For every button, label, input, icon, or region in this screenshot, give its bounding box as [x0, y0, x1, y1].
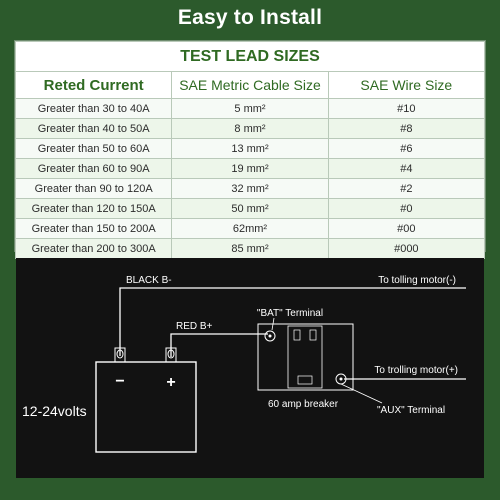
wire-size-table [15, 41, 485, 259]
cell-current: Greater than 200 to 300A [16, 239, 172, 259]
table-row [16, 239, 485, 259]
wiring-diagram [16, 258, 484, 478]
table-row [16, 179, 485, 199]
battery-positive-symbol: + [166, 374, 176, 391]
cell-current: Greater than 120 to 150A [16, 199, 172, 219]
cell-wire-size: #10 [328, 99, 484, 119]
column-header-current: Reted Current [16, 72, 172, 99]
cell-metric-size: 50 mm² [172, 199, 328, 219]
circuit-breaker [258, 324, 353, 390]
table-row [16, 99, 485, 119]
table-heading: TEST LEAD SIZES [16, 42, 485, 72]
black-negative-wire [120, 288, 466, 356]
cell-metric-size: 32 mm² [172, 179, 328, 199]
cell-wire-size: #6 [328, 139, 484, 159]
cell-metric-size: 62mm² [172, 219, 328, 239]
column-header-row [16, 72, 485, 99]
table-heading-row [16, 42, 485, 72]
bat-terminal-label: "BAT" Terminal [256, 308, 324, 319]
cell-metric-size: 19 mm² [172, 159, 328, 179]
page-title: Easy to Install [177, 6, 323, 29]
cell-metric-size: 5 mm² [172, 99, 328, 119]
cell-wire-size: #00 [328, 219, 484, 239]
column-header-metric-size: SAE Metric Cable Size [172, 72, 328, 99]
red-positive-wire [171, 334, 268, 357]
aux-terminal-label: "AUX" Terminal [377, 405, 446, 416]
table-row [16, 119, 485, 139]
column-header-wire-size: SAE Wire Size [328, 72, 484, 99]
cell-current: Greater than 50 to 60A [16, 139, 172, 159]
battery-negative-symbol: − [115, 373, 125, 390]
breaker-label: 60 amp breaker [268, 399, 339, 410]
cell-current: Greater than 150 to 200A [16, 219, 172, 239]
cell-current: Greater than 40 to 50A [16, 119, 172, 139]
motor-positive-label: To trolling motor(+) [374, 365, 458, 376]
cell-current: Greater than 60 to 90A [16, 159, 172, 179]
battery-voltage-label: 12-24volts [22, 403, 87, 419]
table-row [16, 159, 485, 179]
cell-wire-size: #8 [328, 119, 484, 139]
wiring-diagram-svg [16, 258, 484, 478]
cell-metric-size: 8 mm² [172, 119, 328, 139]
battery-body [96, 362, 196, 452]
cell-wire-size: #2 [328, 179, 484, 199]
cell-wire-size: #4 [328, 159, 484, 179]
table-row [16, 139, 485, 159]
cell-current: Greater than 90 to 120A [16, 179, 172, 199]
test-lead-sizes-table [14, 40, 486, 255]
cell-metric-size: 85 mm² [172, 239, 328, 259]
motor-negative-label: To tolling motor(-) [378, 275, 456, 286]
red-wire-label: RED B+ [176, 321, 213, 332]
table-row [16, 219, 485, 239]
table-row [16, 199, 485, 219]
black-wire-label: BLACK B- [126, 275, 172, 286]
bottom-band [0, 478, 500, 500]
cell-metric-size: 13 mm² [172, 139, 328, 159]
cell-current: Greater than 30 to 40A [16, 99, 172, 119]
cell-wire-size: #0 [328, 199, 484, 219]
aux-terminal-callout [341, 384, 382, 403]
cell-wire-size: #000 [328, 239, 484, 259]
